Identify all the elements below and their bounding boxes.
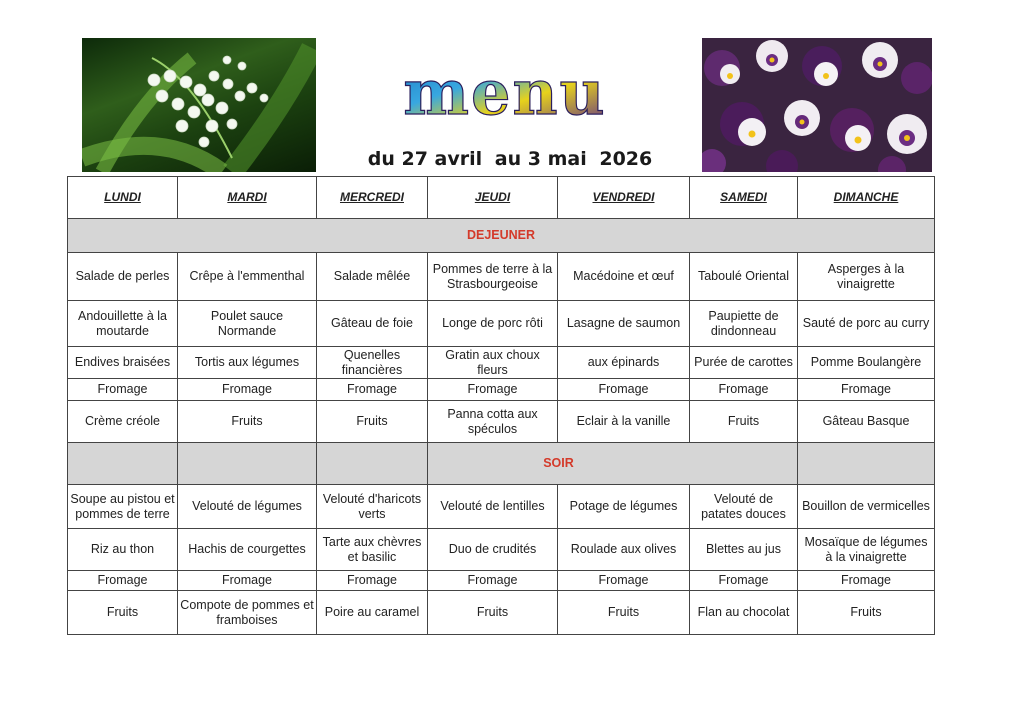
dish-cell: Flan au chocolat [690, 591, 798, 635]
day-header: VENDREDI [558, 177, 690, 219]
dish-cell: Bouillon de vermicelles [798, 485, 935, 529]
menu-title [355, 62, 655, 132]
dish-cell: Fruits [690, 401, 798, 443]
dish-cell: Velouté de légumes [178, 485, 317, 529]
dish-cell: Salade mêlée [317, 253, 428, 301]
dish-cell: Panna cotta aux spéculos [428, 401, 558, 443]
dish-cell: Taboulé Oriental [690, 253, 798, 301]
dish-cell: Fromage [798, 571, 935, 591]
dish-cell: Sauté de porc au curry [798, 301, 935, 347]
dish-cell: Paupiette de dindonneau [690, 301, 798, 347]
table-row [68, 379, 935, 401]
dish-cell: Pommes de terre à la Strasbourgeoise [428, 253, 558, 301]
pansies-illustration [702, 38, 932, 172]
date-to: au 3 mai [494, 148, 587, 170]
table-row [68, 253, 935, 301]
weekly-menu-table [67, 176, 935, 635]
dish-cell: Fromage [558, 379, 690, 401]
section-spacer [68, 443, 178, 485]
table-row [68, 571, 935, 591]
dish-cell: Fromage [68, 571, 178, 591]
menu-title-text: menu [403, 62, 607, 129]
table-row [68, 347, 935, 379]
dish-cell: Gâteau Basque [798, 401, 935, 443]
dish-cell: Fromage [317, 571, 428, 591]
dish-cell: Fromage [428, 571, 558, 591]
soir-label: SOIR [428, 443, 690, 485]
section-spacer [317, 443, 428, 485]
table-row [68, 529, 935, 571]
dish-cell: Fromage [690, 571, 798, 591]
dish-cell: Fruits [558, 591, 690, 635]
dish-cell: Pomme Boulangère [798, 347, 935, 379]
dish-cell: Fromage [428, 379, 558, 401]
dish-cell: Duo de crudités [428, 529, 558, 571]
pansies-photo [702, 38, 932, 172]
lily-of-the-valley-photo [82, 38, 316, 172]
dish-cell: Eclair à la vanille [558, 401, 690, 443]
dish-cell: Fruits [428, 591, 558, 635]
dejeuner-section-row [68, 219, 935, 253]
dish-cell: Fromage [178, 571, 317, 591]
day-header: MERCREDI [317, 177, 428, 219]
lily-of-the-valley-illustration [82, 38, 316, 172]
dish-cell: Blettes au jus [690, 529, 798, 571]
dish-cell: Asperges à la vinaigrette [798, 253, 935, 301]
date-from: du 27 avril [367, 148, 483, 170]
dish-cell: Fruits [798, 591, 935, 635]
dish-cell: Fromage [317, 379, 428, 401]
table-row [68, 485, 935, 529]
dish-cell: Fromage [690, 379, 798, 401]
dish-cell: aux épinards [558, 347, 690, 379]
dish-cell: Fruits [317, 401, 428, 443]
dish-cell: Gâteau de foie [317, 301, 428, 347]
dish-cell: Macédoine et œuf [558, 253, 690, 301]
dish-cell: Velouté de patates douces [690, 485, 798, 529]
dish-cell: Fromage [798, 379, 935, 401]
date-year: 2026 [599, 148, 653, 170]
table-row [68, 591, 935, 635]
dish-cell: Fromage [558, 571, 690, 591]
day-header: MARDI [178, 177, 317, 219]
dish-cell: Lasagne de saumon [558, 301, 690, 347]
dish-cell: Purée de carottes [690, 347, 798, 379]
dish-cell: Potage de légumes [558, 485, 690, 529]
day-header: LUNDI [68, 177, 178, 219]
day-header-row [68, 177, 935, 219]
dish-cell: Gratin aux choux fleurs [428, 347, 558, 379]
dish-cell: Endives braisées [68, 347, 178, 379]
dish-cell: Fromage [68, 379, 178, 401]
soir-section-row [68, 443, 935, 485]
dish-cell: Poire au caramel [317, 591, 428, 635]
dish-cell: Soupe au pistou et pommes de terre [68, 485, 178, 529]
dish-cell: Fromage [178, 379, 317, 401]
dejeuner-label: DEJEUNER [68, 219, 935, 253]
dish-cell: Tarte aux chèvres et basilic [317, 529, 428, 571]
day-header: JEUDI [428, 177, 558, 219]
dish-cell: Velouté d'haricots verts [317, 485, 428, 529]
dish-cell: Roulade aux olives [558, 529, 690, 571]
dish-cell: Quenelles financières [317, 347, 428, 379]
section-spacer [178, 443, 317, 485]
dish-cell: Crème créole [68, 401, 178, 443]
table-row [68, 301, 935, 347]
dish-cell: Velouté de lentilles [428, 485, 558, 529]
table-row [68, 401, 935, 443]
dish-cell: Salade de perles [68, 253, 178, 301]
dish-cell: Riz au thon [68, 529, 178, 571]
dish-cell: Compote de pommes et framboises [178, 591, 317, 635]
date-range [340, 148, 680, 170]
dish-cell: Poulet sauce Normande [178, 301, 317, 347]
dish-cell: Mosaïque de légumes à la vinaigrette [798, 529, 935, 571]
dish-cell: Crêpe à l'emmenthal [178, 253, 317, 301]
section-spacer [690, 443, 798, 485]
section-spacer [798, 443, 935, 485]
menu-wordart [355, 62, 655, 132]
dish-cell: Fruits [68, 591, 178, 635]
dish-cell: Andouillette à la moutarde [68, 301, 178, 347]
day-header: DIMANCHE [798, 177, 935, 219]
day-header: SAMEDI [690, 177, 798, 219]
dish-cell: Longe de porc rôti [428, 301, 558, 347]
dish-cell: Tortis aux légumes [178, 347, 317, 379]
dish-cell: Fruits [178, 401, 317, 443]
dish-cell: Hachis de courgettes [178, 529, 317, 571]
